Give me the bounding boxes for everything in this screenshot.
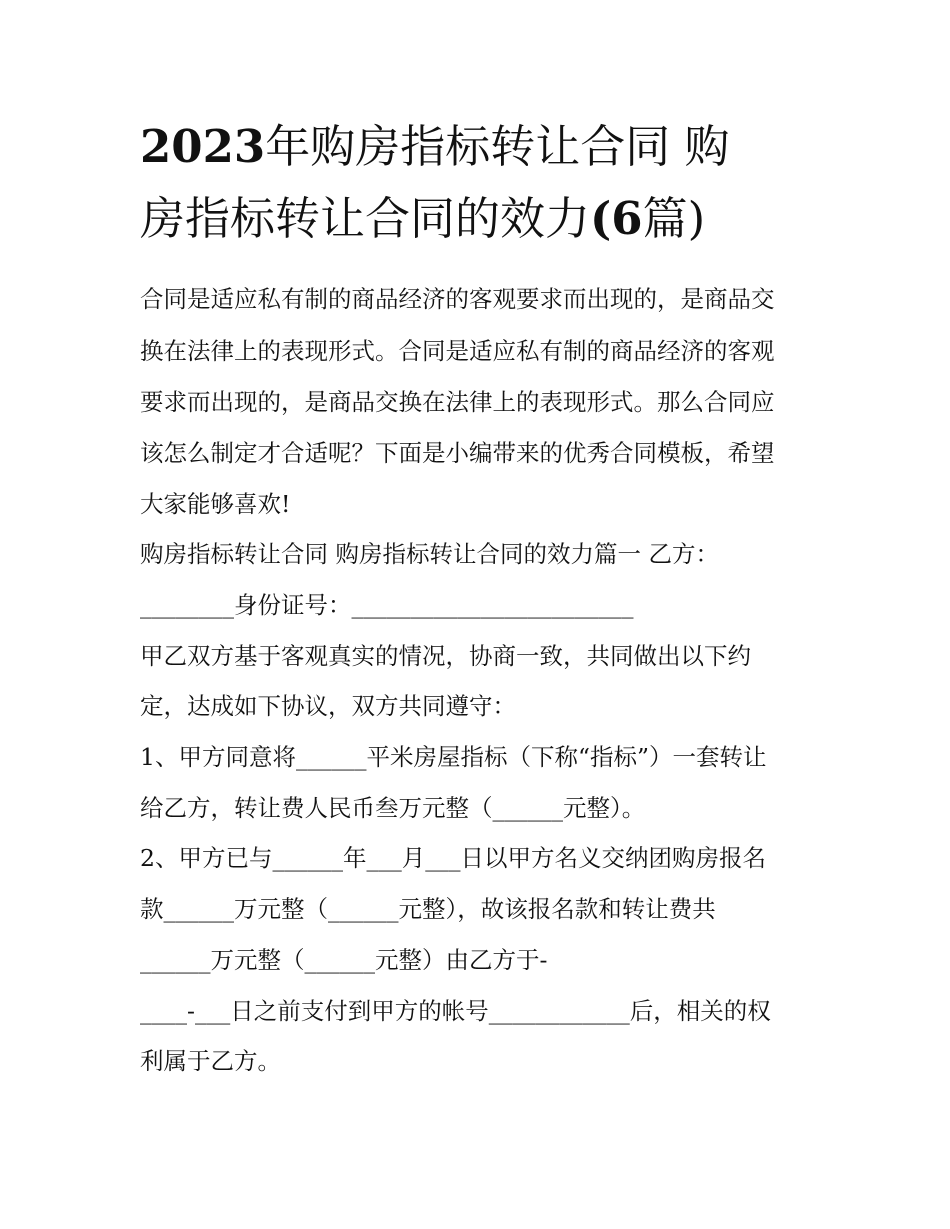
id-number-line: ________身份证号：________________________ (140, 591, 634, 619)
body-line: 该怎么制定才合适呢？下面是小编带来的优秀合同模板，希望 (140, 439, 775, 467)
body-line: 大家能够喜欢! (140, 490, 291, 518)
title-text-2: 房指标转让合同的效力 (140, 192, 591, 245)
document-title-line-2 (140, 193, 820, 245)
clause-2-line: 利属于乙方。 (140, 1047, 281, 1075)
document-title-line-1 (140, 121, 820, 173)
title-year: 2023 (140, 120, 266, 173)
section-heading: 购房指标转让合同 购房指标转让合同的效力篇一 乙方： (140, 540, 719, 568)
body-line: 换在法律上的表现形式。合同是适应私有制的商品经济的客观 (140, 337, 775, 365)
clause-2-line: 款______万元整（______元整），故该报名款和转让费共 (140, 895, 716, 923)
body-line: 合同是适应私有制的商品经济的客观要求而出现的，是商品交 (140, 285, 775, 313)
clause-1-line: 1、甲方同意将______平米房屋指标（下称“指标”）一套转让 (140, 743, 767, 771)
clause-1-line: 给乙方，转让费人民币叁万元整（______元整）。 (140, 794, 646, 822)
body-line: 要求而出现的，是商品交换在法律上的表现形式。那么合同应 (140, 388, 775, 416)
body-line: 定，达成如下协议，双方共同遵守： (140, 692, 516, 720)
clause-2-line: 2、甲方已与______年___月___日以甲方名义交纳团购房报名 (140, 844, 766, 872)
title-text-3: 篇) (642, 192, 706, 245)
title-count: (6 (590, 192, 643, 245)
body-line: 甲乙双方基于客观真实的情况，协商一致，共同做出以下约 (140, 642, 751, 670)
clause-2-line: ____-___日之前支付到甲方的帐号____________后，相关的权 (140, 997, 771, 1025)
title-text-1: 年购房指标转让合同 购 (265, 120, 730, 173)
clause-2-line: ______万元整（______元整）由乙方于- (140, 946, 548, 974)
